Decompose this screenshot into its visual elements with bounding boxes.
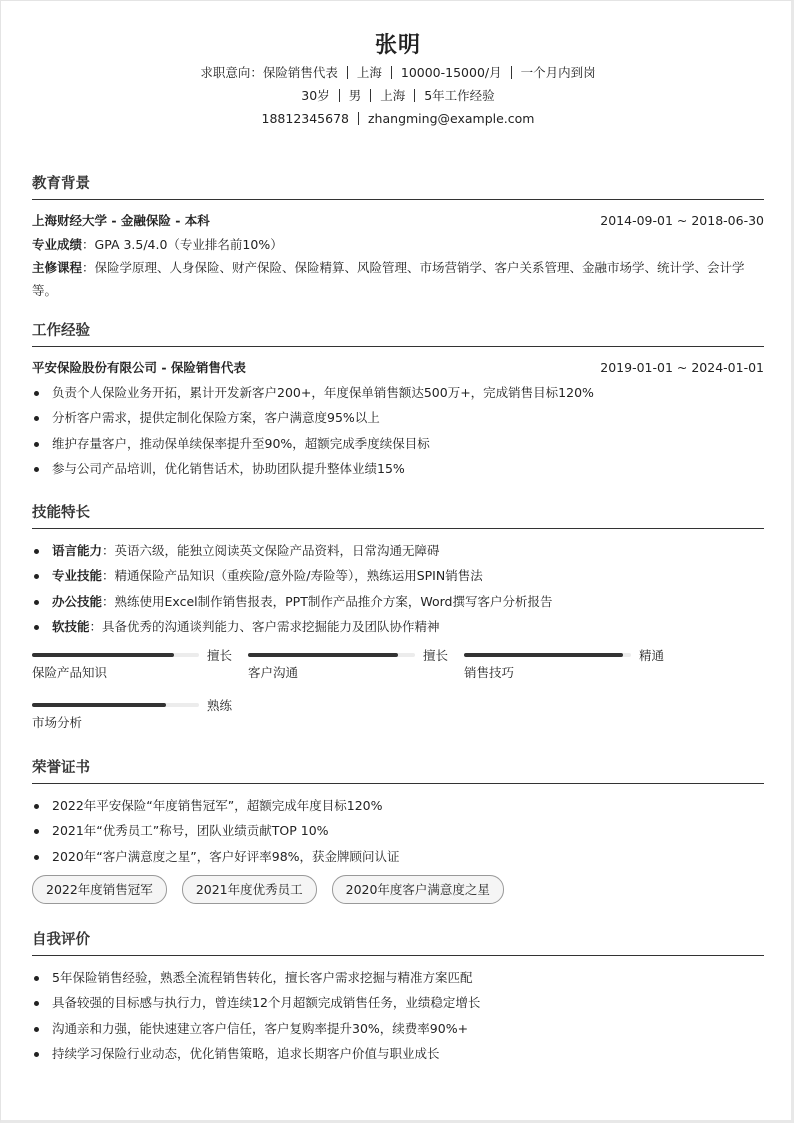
self-eval-section: [32, 929, 764, 1066]
honor-tags: [32, 875, 764, 904]
section-title: 荣誉证书: [32, 757, 764, 784]
honor-tag: 2021年度优秀员工: [182, 875, 317, 904]
candidate-name: 张明: [374, 33, 421, 58]
skill-label: 软技能: [52, 618, 90, 634]
progress-track: [32, 653, 199, 657]
section-title: 自我评价: [32, 929, 764, 956]
skill-name: 市场分析: [32, 715, 83, 731]
skill-bar-item: [248, 648, 448, 684]
progress-fill: [248, 653, 398, 657]
skill-label: 专业技能: [52, 568, 103, 584]
education-section: [32, 173, 764, 302]
honors-bullets: [32, 793, 764, 869]
list-item: 具备较强的目标感与执行力，曾连续12个月超额完成销售任务，业绩稳定增长: [32, 990, 764, 1015]
gpa-label: 专业成绩: [32, 237, 83, 252]
separator: [358, 112, 359, 125]
courses-line: [32, 256, 764, 302]
progress-fill: [32, 653, 174, 657]
skill-level: 擅长: [206, 648, 232, 664]
list-item: [32, 538, 764, 563]
list-item: 2021年“优秀员工”称号，团队业绩贡献TOP 10%: [32, 818, 764, 843]
list-item: 2022年平安保险“年度销售冠军”，超额完成年度目标120%: [32, 793, 764, 818]
section-title: 教育背景: [32, 173, 764, 200]
work-row: [32, 355, 764, 380]
intent-availability: 一个月内到岗: [520, 65, 596, 80]
work-dates: 2019-01-01 ~ 2024-01-01: [600, 360, 764, 375]
intent-city: 上海: [356, 65, 382, 80]
job-intent-line: [1, 61, 794, 84]
list-item: 维护存量客户，推动保单续保率提升至90%，超额完成季度续保目标: [32, 431, 764, 456]
progress-fill: [32, 703, 166, 707]
progress-track: [32, 703, 199, 707]
list-item: 5年保险销售经验，熟悉全流程销售转化，擅长客户需求挖掘与精准方案匹配: [32, 965, 764, 990]
list-item: [32, 563, 764, 588]
progress-track: [248, 653, 415, 657]
skill-bar-item: [32, 698, 232, 734]
education-row: [32, 208, 764, 233]
skill-level: 熟练: [206, 698, 232, 714]
separator: [511, 66, 512, 79]
work-section: [32, 320, 764, 481]
skill-label: 语言能力: [52, 543, 103, 558]
intent-salary: 10000-15000/月: [400, 65, 502, 80]
separator: [347, 66, 348, 79]
self-eval-bullets: [32, 965, 764, 1066]
work-bullets: [32, 380, 764, 481]
gpa-value: ：GPA 3.5/4.0（专业排名前10%）: [82, 237, 283, 252]
skill-name: 销售技巧: [464, 665, 515, 681]
skill-level: 精通: [638, 648, 664, 664]
skills-section: [32, 502, 764, 743]
gender: 男: [348, 88, 362, 103]
separator: [414, 89, 415, 102]
list-item: [32, 589, 764, 614]
honors-section: [32, 757, 764, 904]
skill-level: 擅长: [422, 648, 448, 664]
basic-info-line: [1, 84, 794, 107]
education-dates: 2014-09-01 ~ 2018-06-30: [600, 213, 764, 228]
skill-bars: [32, 648, 764, 743]
honor-tag: 2020年度客户满意度之星: [332, 875, 504, 904]
skill-name: 客户沟通: [248, 665, 299, 681]
list-item: 负责个人保险业务开拓，累计开发新客户200+，年度保单销售额达500万+，完成销售目标120%: [32, 380, 764, 405]
skill-text: ：英语六级，能独立阅读英文保险产品资料，日常沟通无障碍: [102, 543, 440, 558]
list-item: 持续学习保险行业动态，优化销售策略，追求长期客户价值与职业成长: [32, 1041, 764, 1066]
gpa-line: [32, 233, 764, 256]
experience-years: 5年工作经验: [424, 88, 495, 103]
contact-line: [1, 107, 794, 130]
list-item: 参与公司产品培训，优化销售话术，协助团队提升整体业绩15%: [32, 456, 764, 481]
progress-track: [464, 653, 631, 657]
job-intent: 求职意向：保险销售代表: [200, 65, 338, 80]
separator: [370, 89, 371, 102]
honor-tag: 2022年度销售冠军: [32, 875, 167, 904]
list-item: [32, 614, 764, 639]
skill-name: 保险产品知识: [32, 665, 108, 681]
skill-bar-item: [32, 648, 232, 684]
skill-text: ：具备优秀的沟通谈判能力、客户需求挖掘能力及团队协作精神: [89, 618, 440, 634]
skill-text: ：熟练使用Excel制作销售报表，PPT制作产品推介方案，Word撰写客户分析报告: [102, 593, 553, 609]
age: 30岁: [301, 88, 330, 103]
phone: 18812345678: [261, 111, 349, 126]
resume-header: [1, 31, 794, 130]
list-item: 沟通亲和力强，能快速建立客户信任，客户复购率提升30%，续费率90%+: [32, 1016, 764, 1041]
email: zhangming@example.com: [368, 111, 535, 126]
skill-label: 办公技能: [52, 593, 103, 609]
skill-bar-item: [464, 648, 664, 684]
location: 上海: [380, 88, 406, 103]
separator: [339, 89, 340, 102]
company-position: 平安保险股份有限公司 - 保险销售代表: [32, 360, 246, 375]
courses-value: ：保险学原理、人身保险、财产保险、保险精算、风险管理、市场营销学、客户关系管理、金融市场学、统计学、会计学等。: [32, 260, 745, 298]
progress-fill: [464, 653, 623, 657]
courses-label: 主修课程: [32, 260, 83, 275]
skills-bullets: [32, 538, 764, 639]
list-item: 分析客户需求，提供定制化保险方案，客户满意度95%以上: [32, 405, 764, 430]
school-degree: 上海财经大学 - 金融保险 - 本科: [32, 213, 210, 228]
section-title: 工作经验: [32, 320, 764, 347]
skill-text: ：精通保险产品知识（重疾险/意外险/寿险等），熟练运用SPIN销售法: [102, 568, 483, 584]
section-title: 技能特长: [32, 502, 764, 529]
separator: [391, 66, 392, 79]
list-item: 2020年“客户满意度之星”，客户好评率98%，获金牌顾问认证: [32, 844, 764, 869]
